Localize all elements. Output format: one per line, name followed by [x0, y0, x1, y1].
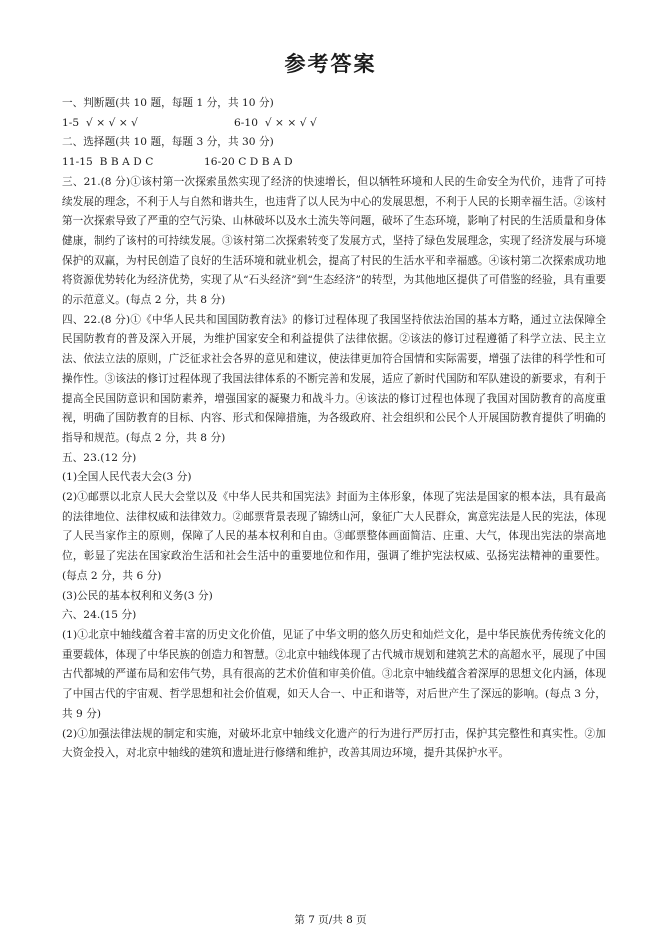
section-1-answers-1-5: 1-5 √ × √ × √ — [62, 116, 138, 129]
page-number: 第 7 页/共 8 页 — [294, 914, 367, 926]
section-6-part-2: (2)①加强法律法规的制定和实施，对破坏北京中轴线文化遗产的行为进行严厉打击，保护其完整性和真实性。②加大资金投入，对北京中轴线的建筑和遗址进行修缮和维护，改善其周边环境，提升其保护水平。 — [62, 727, 606, 760]
section-2-answers — [62, 153, 606, 173]
section-2-answers-11-15: 11-15 B B A D C — [62, 156, 154, 169]
section-3-answer: 三、21.(8 分)①该村第一次探索虽然实现了经济的快速增长，但以牺牲环境和人民的生命安全为代价，违背了可持续发展的理念，不利于人与自然和谐共生，也违背了以人民为中心的发展思想，不利于人民的长期幸福生活。②该村第一次探索导致了严重的空气污染、山林破坏以及水土流失等问题，破坏了生态环境，影响了村民的生活质量和身体健康，制约了该村的可持续发展。③该村第二次探索转变了发展方式，坚持了绿色发展理念，实现了经济发展与环境保护的双赢，为村民创造了良好的生活环境和就业机会，提高了村民的生活水平和幸福感。④该村第二次探索成功地将资源优势转化为经济优势，实现了从“石头经济”到“生态经济”的转型，为其他地区提供了可借鉴的经验，具有重要的示范意义。(每点 2 分，共 8 分) — [62, 175, 606, 307]
section-1-answers-6-10: 6-10 √ × × √ √ — [234, 116, 317, 129]
section-1-answers — [62, 114, 606, 134]
section-1-heading: 一、判断题(共 10 题，每题 1 分，共 10 分) — [62, 97, 274, 109]
page-title: 参考答案 — [284, 51, 377, 76]
section-5-part-2: (2)①邮票以北京人民大会堂以及《中华人民共和国宪法》封面为主体形象，体现了宪法是国家的根本法，具有最高的法律地位、法律权威和法律效力。②邮票背景表现了锦绣山河，象征广大人民群众，寓意宪法是人民的宪法，体现了人民当家作主的原则，保障了人民的基本权利和自由。③邮票整体画面简洁、庄重、大气，体现出宪法的崇高地位，彰显了宪法在国家政治生活和社会生活中的重要地位和作用，强调了维护宪法权威、弘扬宪法精神的重要性。(每点 2 分，共 6 分) — [62, 491, 606, 582]
section-4-answer: 四、22.(8 分)①《中华人民共和国国防教育法》的修订过程体现了我国坚持依法治国的基本方略，通过立法保障全民国防教育的普及深入开展，为维护国家安全和利益提供了法律依据。②该法的修订过程遵循了科学立法、民主立法、依法立法的原则，广泛征求社会各界的意见和建议，使法律更加符合国情和实际需要，增强了法律的科学性和可操作性。③该法的修订过程体现了我国法律体系的不断完善和发展，适应了新时代国防和军队建设的新要求，有利于提高全民国防意识和国防素养，增强国家的凝聚力和战斗力。④该法的修订过程也体现了我国对国防教育的高度重视，明确了国防教育的目标、内容、形式和保障措施，为各级政府、社会组织和公民个人开展国防教育提供了明确的指导和规范。(每点 2 分，共 8 分) — [62, 313, 606, 444]
section-2-heading: 二、选择题(共 10 题，每题 3 分，共 30 分) — [62, 136, 274, 149]
section-6-heading: 六、24.(15 分) — [62, 609, 137, 622]
section-5-part-1: (1)全国人民代表大会(3 分) — [62, 471, 192, 484]
section-5-heading: 五、23.(12 分) — [62, 451, 137, 464]
section-5-part-3: (3)公民的基本权利和义务(3 分) — [62, 589, 213, 602]
answer-content — [62, 94, 606, 764]
section-2-answers-16-20: 16-20 C D B A D — [204, 156, 293, 169]
section-6-part-1: (1)①北京中轴线蕴含着丰富的历史文化价值，见证了中华文明的悠久历史和灿烂文化，是中华民族优秀传统文化的重要载体，体现了中华民族的创造力和智慧。②北京中轴线体现了古代城市规划和建筑艺术的高超水平，展现了中国古代都城的严谨布局和宏伟气势，具有很高的艺术价值和审美价值。③北京中轴线蕴含着深厚的思想文化内涵，体现了中国古代的宇宙观、哲学思想和社会价值观，如天人合一、中正和谐等，对后世产生了深远的影响。(每点 3 分，共 9 分) — [62, 628, 606, 720]
